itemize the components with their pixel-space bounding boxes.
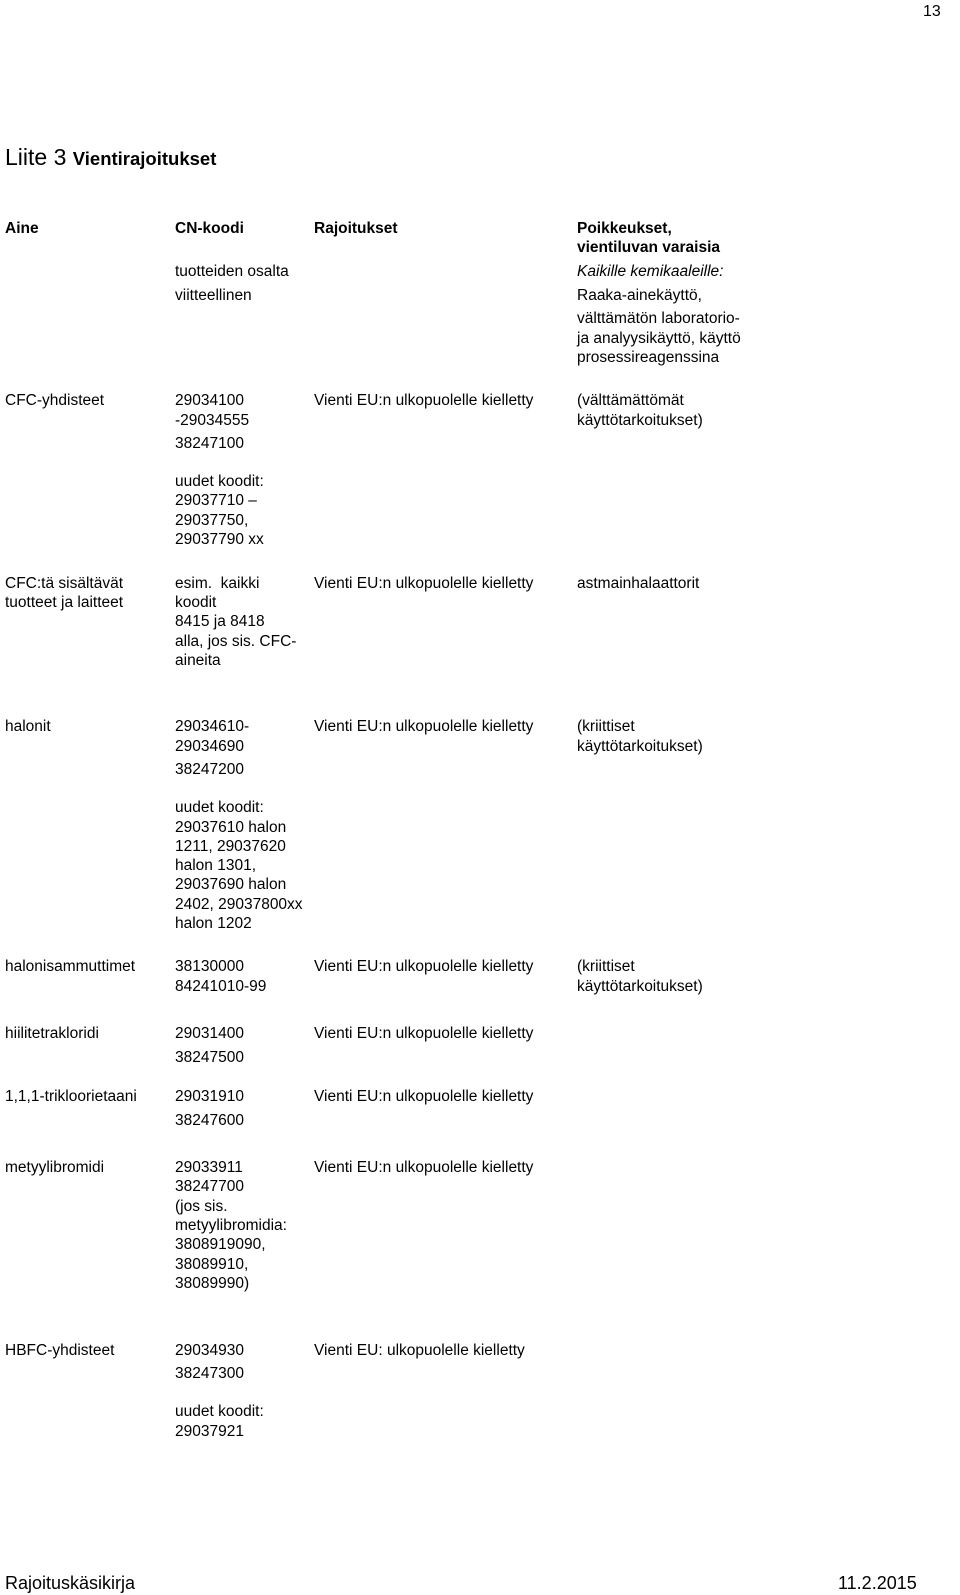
row-hiilitetrakloridi-aine: hiilitetrakloridi: [5, 1025, 99, 1042]
row-hbfc-aine: HBFC-yhdisteet: [5, 1342, 115, 1359]
intro-cn-note: tuotteiden osalta: [175, 263, 289, 280]
intro-exception-line: välttämätön laboratorio-: [577, 310, 740, 327]
row-trikloorietaani-aine: 1,1,1-trikloorietaani: [5, 1088, 137, 1105]
cn-code: esim. kaikki: [175, 575, 260, 592]
cn-code: 3808919090,: [175, 1236, 266, 1253]
cn-code: 38247300: [175, 1365, 244, 1382]
cn-code: 2402, 29037800xx: [175, 896, 303, 913]
header-cn-koodi: CN-koodi: [175, 220, 244, 237]
cn-code: 29037710 –: [175, 492, 257, 509]
cn-code: 29034610-: [175, 718, 250, 735]
row-metyylibromidi-aine: metyylibromidi: [5, 1159, 105, 1176]
header-poikkeukset: Poikkeukset,: [577, 220, 672, 237]
cn-code: uudet koodit:: [175, 473, 264, 490]
cn-code: 38247500: [175, 1049, 244, 1066]
row-halonit-poikkeus: käyttötarkoitukset): [577, 738, 703, 755]
row-hbfc-rajoitus: Vienti EU: ulkopuolelle kielletty: [314, 1342, 525, 1359]
cn-code: 29034100: [175, 392, 244, 409]
header-poikkeukset-2: vientiluvan varaisia: [577, 239, 721, 256]
row-halonisammuttimet-rajoitus: Vienti EU:n ulkopuolelle kielletty: [314, 958, 534, 975]
cn-code: halon 1301,: [175, 857, 257, 874]
cn-code: metyylibromidia:: [175, 1217, 287, 1234]
header-aine: Aine: [5, 220, 39, 237]
row-cfc-poikkeus: (välttämättömät: [577, 392, 684, 409]
cn-code: 29037790 xx: [175, 531, 264, 548]
cn-code: uudet koodit:: [175, 799, 264, 816]
title-main: Liite 3: [5, 144, 67, 170]
cn-code: (jos sis.: [175, 1198, 228, 1215]
header-rajoitukset: Rajoitukset: [314, 220, 398, 237]
cn-code: koodit: [175, 594, 217, 611]
row-cfc-aine: CFC-yhdisteet: [5, 392, 105, 409]
row-metyylibromidi-rajoitus: Vienti EU:n ulkopuolelle kielletty: [314, 1159, 534, 1176]
cn-code: 29037921: [175, 1423, 244, 1440]
cn-code: uudet koodit:: [175, 1403, 264, 1420]
intro-cn-note-2: viitteellinen: [175, 287, 252, 304]
row-cfc-products-poikkeus: astmainhalaattorit: [577, 575, 700, 592]
cn-code: 84241010-99: [175, 978, 267, 995]
cn-code: 29031400: [175, 1025, 244, 1042]
cn-code: 29031910: [175, 1088, 244, 1105]
cn-code: 29037610 halon: [175, 819, 287, 836]
row-halonisammuttimet-poikkeus: käyttötarkoitukset): [577, 978, 703, 995]
cn-code: 38089990): [175, 1275, 250, 1292]
intro-exception-line: prosessireagenssina: [577, 349, 720, 366]
row-halonit-aine: halonit: [5, 718, 51, 735]
cn-code: 29033911: [175, 1159, 243, 1176]
row-cfc-products-rajoitus: Vienti EU:n ulkopuolelle kielletty: [314, 575, 534, 592]
cn-code: 38247700: [175, 1178, 244, 1195]
row-halonit-poikkeus: (kriittiset: [577, 718, 635, 735]
intro-exception-line: ja analyysikäyttö, käyttö: [577, 330, 741, 347]
row-hiilitetrakloridi-rajoitus: Vienti EU:n ulkopuolelle kielletty: [314, 1025, 534, 1042]
cn-code: 38247100: [175, 435, 244, 452]
footer-document-name: Rajoituskäsikirja: [5, 1573, 136, 1593]
row-halonisammuttimet-poikkeus: (kriittiset: [577, 958, 635, 975]
row-cfc-poikkeus: käyttötarkoitukset): [577, 412, 703, 429]
cn-code: 29037690 halon: [175, 876, 287, 893]
row-cfc-rajoitus: Vienti EU:n ulkopuolelle kielletty: [314, 392, 534, 409]
cn-code: 38247200: [175, 761, 244, 778]
row-trikloorietaani-rajoitus: Vienti EU:n ulkopuolelle kielletty: [314, 1088, 534, 1105]
cn-code: alla, jos sis. CFC-: [175, 633, 297, 650]
page-number: 13: [923, 3, 941, 20]
footer-date: 11.2.2015: [838, 1573, 917, 1593]
cn-code: 38247600: [175, 1112, 244, 1129]
cn-code: 29037750,: [175, 512, 249, 529]
cn-code: halon 1202: [175, 915, 252, 932]
row-cfc-products-aine: tuotteet ja laitteet: [5, 594, 124, 611]
title-sub: Vientirajoitukset: [72, 148, 217, 169]
row-halonisammuttimet-aine: halonisammuttimet: [5, 958, 136, 975]
cn-code: 8415 ja 8418: [175, 613, 265, 630]
page-title: [5, 142, 216, 174]
cn-code: 29034690: [175, 738, 244, 755]
cn-code: 1211, 29037620: [175, 838, 286, 855]
intro-exception-line: Raaka-ainekäyttö,: [577, 287, 702, 304]
row-halonit-rajoitus: Vienti EU:n ulkopuolelle kielletty: [314, 718, 534, 735]
cn-code: 38089910,: [175, 1256, 249, 1273]
cn-code: 29034930: [175, 1342, 244, 1359]
cn-code: aineita: [175, 652, 221, 669]
cn-code: -29034555: [175, 412, 250, 429]
cn-code: 38130000: [175, 958, 244, 975]
row-cfc-products-aine: CFC:tä sisältävät: [5, 575, 124, 592]
intro-exception-heading: Kaikille kemikaaleille:: [577, 263, 724, 280]
